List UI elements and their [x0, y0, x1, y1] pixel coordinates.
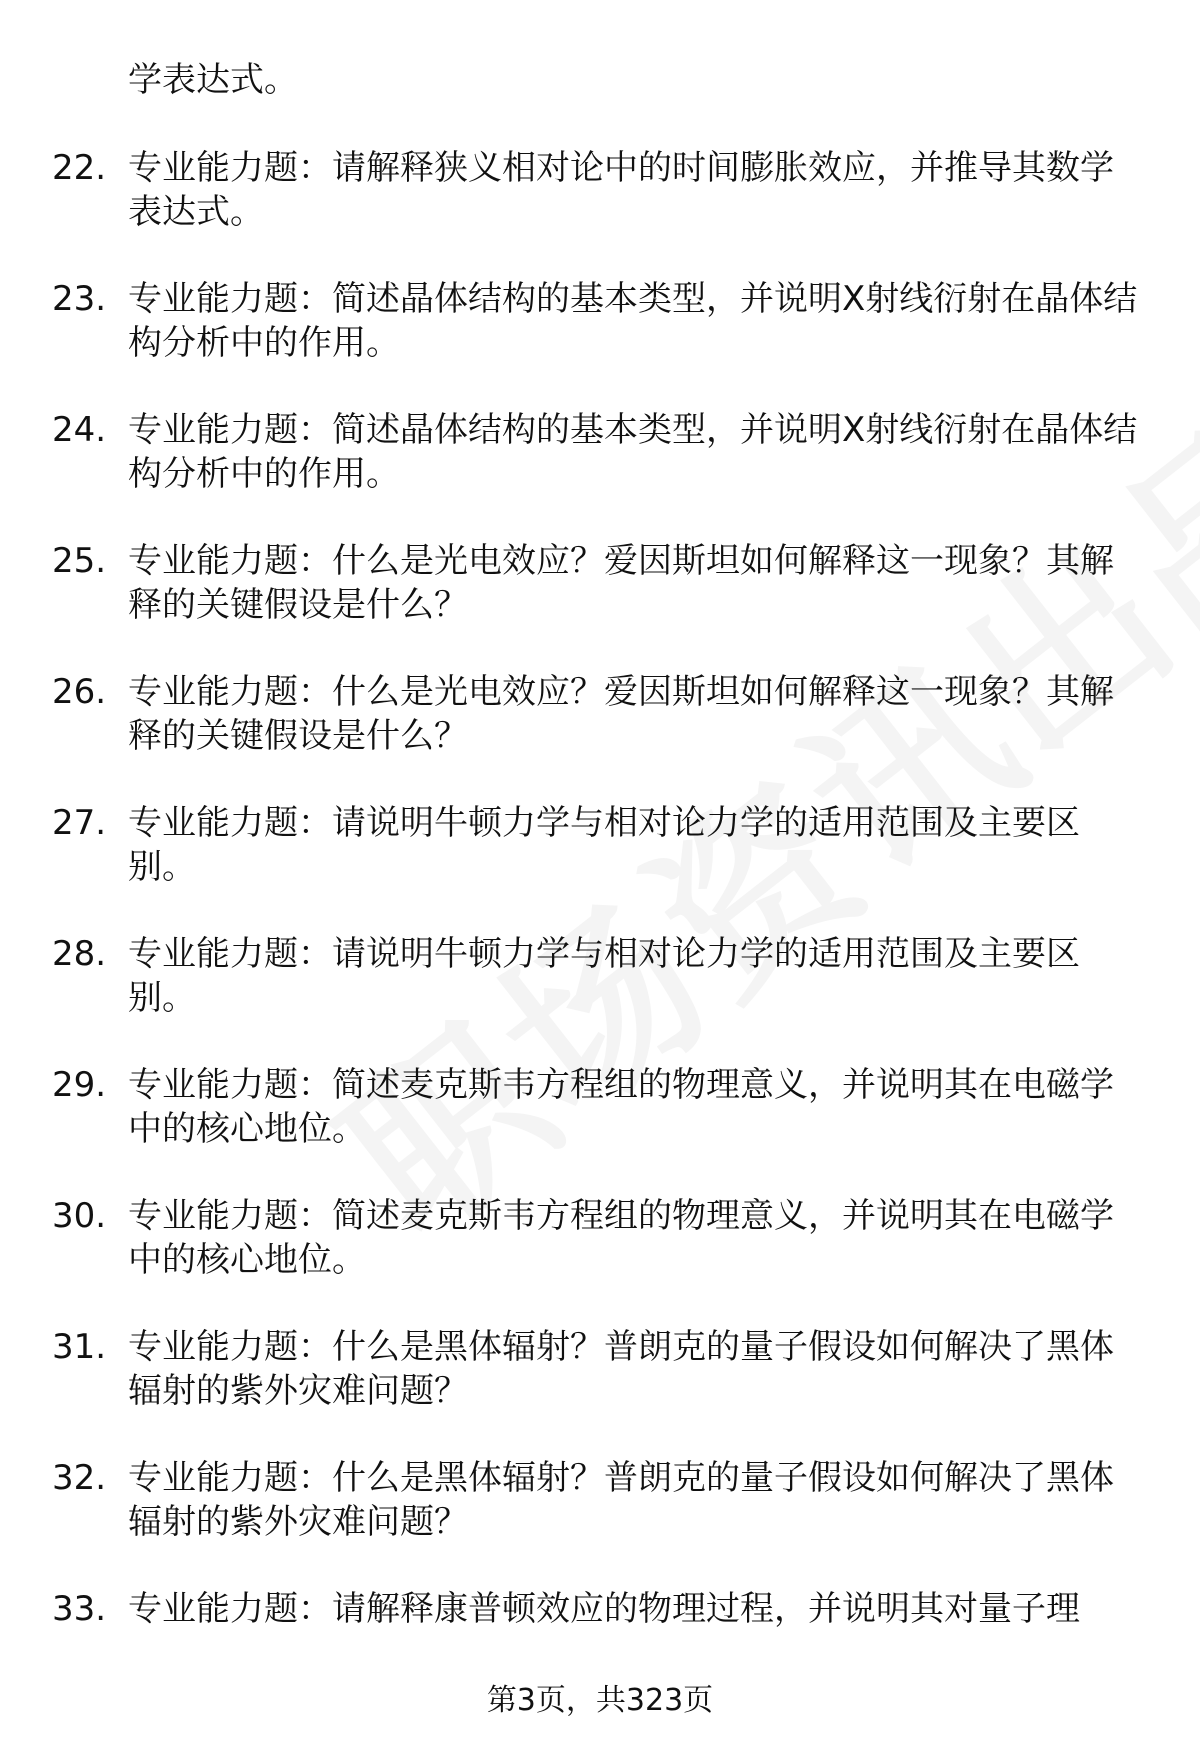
item-text: 专业能力题：请解释康普顿效应的物理过程，并说明其对量子理 — [128, 1589, 1080, 1629]
item-number: 31. — [52, 1327, 107, 1367]
item-text: 专业能力题：简述麦克斯韦方程组的物理意义，并说明其在电磁学中的核心地位。 — [128, 1065, 1114, 1149]
item-text: 专业能力题：请解释狭义相对论中的时间膨胀效应，并推导其数学表达式。 — [128, 148, 1114, 232]
item-text: 专业能力题：简述晶体结构的基本类型，并说明X射线衍射在晶体结构分析中的作用。 — [128, 410, 1138, 494]
page-footer: 第3页，共323页 — [486, 1683, 714, 1718]
item-text: 专业能力题：请说明牛顿力学与相对论力学的适用范围及主要区别。 — [128, 934, 1080, 1018]
item-number: 28. — [52, 934, 107, 974]
item-number: 30. — [52, 1196, 107, 1236]
item-number: 29. — [52, 1065, 107, 1105]
item-number: 27. — [52, 803, 107, 843]
list-item — [0, 1587, 1200, 1675]
item-number: 22. — [52, 148, 107, 188]
item-number: 25. — [52, 541, 107, 581]
question-list — [0, 146, 1200, 1718]
list-item — [0, 1063, 1200, 1151]
list-item — [0, 670, 1200, 758]
list-item — [0, 539, 1200, 627]
list-item — [0, 277, 1200, 365]
list-item — [0, 1194, 1200, 1282]
list-item — [0, 932, 1200, 1020]
item-text: 专业能力题：简述晶体结构的基本类型，并说明X射线衍射在晶体结构分析中的作用。 — [128, 279, 1138, 363]
list-item — [0, 1325, 1200, 1413]
item-number: 26. — [52, 672, 107, 712]
item-text: 专业能力题：请说明牛顿力学与相对论力学的适用范围及主要区别。 — [128, 803, 1080, 887]
item-number: 23. — [52, 279, 107, 319]
list-item — [0, 146, 1200, 234]
item-number: 32. — [52, 1458, 107, 1498]
item-text: 专业能力题：什么是黑体辐射？普朗克的量子假设如何解决了黑体辐射的紫外灾难问题？ — [128, 1458, 1114, 1542]
item-text: 专业能力题：什么是黑体辐射？普朗克的量子假设如何解决了黑体辐射的紫外灾难问题？ — [128, 1327, 1114, 1411]
item-number: 33. — [52, 1589, 107, 1629]
list-item — [0, 1456, 1200, 1544]
list-item — [0, 801, 1200, 889]
item-number: 24. — [52, 410, 107, 450]
item-text: 专业能力题：什么是光电效应？爱因斯坦如何解释这一现象？其解释的关键假设是什么？ — [128, 672, 1114, 756]
list-item — [0, 408, 1200, 496]
continuation-text: 学表达式。 — [128, 60, 298, 100]
item-text: 专业能力题：什么是光电效应？爱因斯坦如何解释这一现象？其解释的关键假设是什么？ — [128, 541, 1114, 625]
item-text: 专业能力题：简述麦克斯韦方程组的物理意义，并说明其在电磁学中的核心地位。 — [128, 1196, 1114, 1280]
